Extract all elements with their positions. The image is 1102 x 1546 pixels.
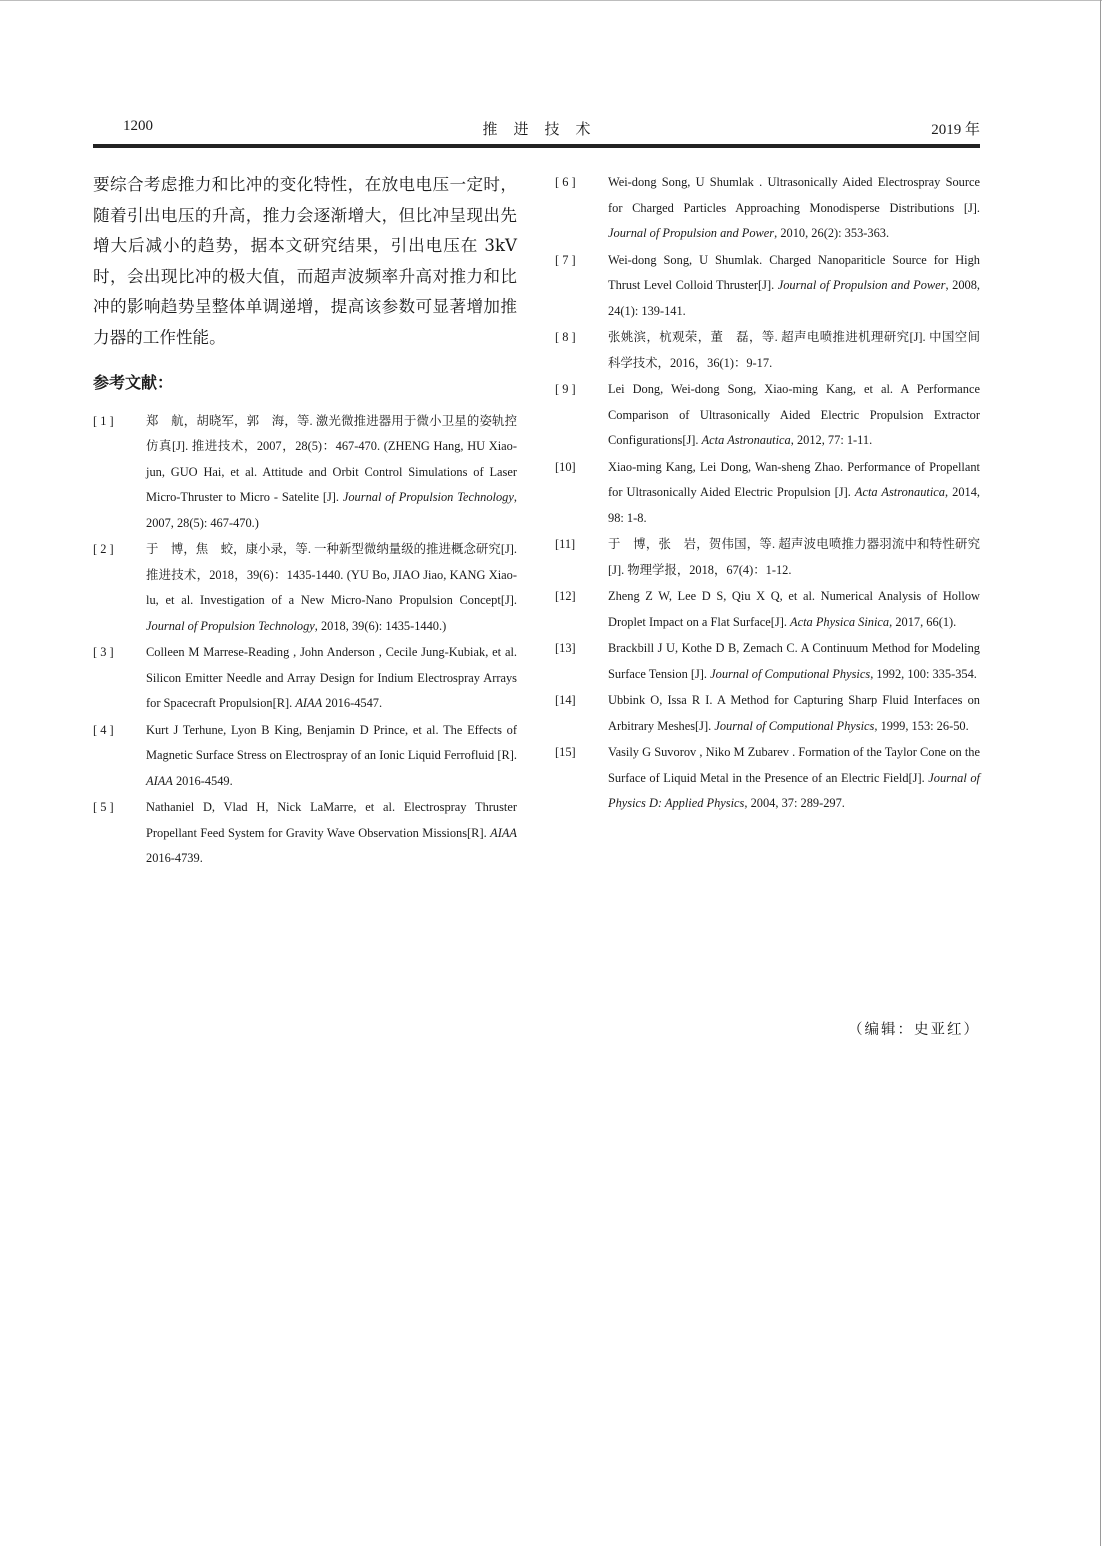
reference-item (555, 248, 980, 325)
reference-number: [10] (555, 459, 576, 474)
reference-item (555, 325, 980, 376)
reference-number: [ 3 ] (93, 645, 114, 660)
reference-source-title: Journal of Physics D: Applied Physics (608, 770, 980, 810)
reference-source-title: Acta Physica Sinica (790, 614, 890, 629)
reference-text (146, 718, 517, 795)
reference-source-title: Journal of Computional Physics (714, 718, 875, 733)
reference-text-segment: , 2007, 28(5): 467-470.) (146, 490, 517, 530)
page-right-edge (1100, 0, 1101, 1546)
reference-item (93, 409, 517, 537)
publication-year: 2019 年 (931, 122, 980, 138)
reference-text (608, 248, 980, 325)
reference-item (93, 640, 517, 717)
conclusion-paragraph: 要综合考虑推力和比冲的变化特性，在放电电压一定时，随着引出电压的升高，推力会逐渐增大，但比冲呈现出先增大后减小的趋势，据本文研究结果，引出电压在 3kV 时，会出现比冲的极大值，而超声波频率升高对推力和比冲的影响趋势呈整体单调递增，提高该参数可显著增加推力器的工作性能。 (93, 175, 517, 347)
reference-item (93, 537, 517, 639)
reference-list-left (93, 409, 517, 872)
reference-source-title: Journal of Propulsion Technology (342, 490, 514, 505)
left-column (93, 170, 517, 873)
reference-number: [12] (555, 589, 576, 603)
running-header (93, 118, 980, 140)
reference-number: [ 7 ] (555, 252, 576, 267)
reference-text (608, 455, 980, 532)
reference-text-segment: Vasily G Suvorov , Niko M Zubarev . Formation of the Taylor Cone on the Surface of Liquid Metal in the Presence of an Electric Field[J]. (608, 745, 980, 785)
reference-text-segment: , 1992, 100: 335-354. (870, 666, 977, 681)
reference-number: [ 4 ] (93, 722, 114, 737)
reference-item (555, 532, 980, 583)
reference-text-segment: Brackbill J U, Kothe D B, Zemach C. A Continuum Method for Modeling Surface Tension [J]. (608, 641, 980, 681)
reference-source-title: Acta Astronautica (854, 485, 945, 499)
reference-text-segment: Zheng Z W, Lee D S, Qiu X Q, et al. Numerical Analysis of Hollow Droplet Impact on a Flat Surface[J]. (608, 589, 980, 629)
reference-text-segment: , 2018, 39(6): 1435-1440.) (314, 618, 447, 633)
reference-text (608, 377, 980, 454)
reference-number: [13] (555, 641, 576, 655)
reference-text-segment: 2016-4739. (146, 851, 203, 866)
reference-number: [ 1 ] (93, 413, 114, 428)
reference-text (608, 532, 980, 583)
editor-note: （编辑：史亚红） (848, 1022, 980, 1038)
reference-text-segment: 郑 航，胡晓军，郭 海，等. 激光微推进器用于微小卫星的姿轨控仿真[J]. 推进技术，2007，28(5)：467-470. (ZHENG Hang, HU Xiao-jun, GUO Hai, et al. Attitude and Orbit Control Simulations of Laser Micro-Thruster to Micro - Satelite [J]. (146, 413, 517, 505)
reference-source-title: Acta Astronautica (701, 433, 791, 447)
reference-source-title: AIAA (490, 825, 517, 840)
reference-item (555, 688, 980, 739)
reference-number: [11] (555, 537, 576, 551)
reference-number: [ 2 ] (93, 542, 114, 557)
reference-text (608, 740, 980, 817)
reference-text-segment: Lei Dong, Wei-dong Song, Xiao-ming Kang, et al. A Performance Comparison of Ultrasonically Aided Electric Propulsion Extractor Configurations[J]. (608, 382, 980, 447)
reference-number: [ 6 ] (555, 175, 576, 189)
reference-source-title: Journal of Propulsion and Power (777, 278, 946, 292)
references-heading: 参考文献： (93, 372, 174, 392)
reference-text (146, 409, 517, 537)
reference-item (555, 740, 980, 817)
reference-number: [ 9 ] (555, 382, 576, 396)
reference-text (608, 325, 980, 376)
page-top-edge (0, 0, 1102, 1)
reference-item (93, 718, 517, 795)
reference-source-title: Journal of Computional Physics (710, 666, 871, 681)
reference-text-segment: Nathaniel D, Vlad H, Nick LaMarre, et al. Electrospray Thruster Propellant Feed System for Gravity Wave Observation Missions[R]. (146, 800, 517, 840)
reference-number: [15] (555, 745, 576, 759)
journal-name: 推进技术 (482, 122, 607, 138)
reference-number: [ 8 ] (555, 330, 576, 344)
reference-source-title: Journal of Propulsion and Power (608, 226, 775, 240)
reference-item (93, 795, 517, 872)
reference-source-title: AIAA (146, 773, 173, 788)
page-number: 1200 (123, 118, 153, 134)
reference-text-segment: 于 博，张 岩，贺伟国，等. 超声波电喷推力器羽流中和特性研究[J]. 物理学报，2018，67(4)：1-12. (608, 537, 980, 577)
reference-text (146, 640, 517, 717)
reference-text-segment: Xiao-ming Kang, Lei Dong, Wan-sheng Zhao. Performance of Propellant for Ultrasonically Aided Electric Propulsion [J]. (608, 459, 980, 499)
reference-source-title: Journal of Propulsion Technology (146, 618, 315, 633)
reference-text-segment: , 2012, 77: 1-11. (790, 433, 873, 447)
reference-text (608, 170, 980, 247)
reference-text-segment: 2016-4549. (172, 773, 233, 788)
reference-text (608, 688, 980, 739)
reference-text-segment: , 2014, 98: 1-8. (608, 485, 981, 525)
reference-text-segment: , 2010, 26(2): 353-363. (774, 226, 890, 240)
reference-item (555, 377, 980, 454)
reference-text-segment: Wei-dong Song, U Shumlak . Ultrasonically Aided Electrospray Source for Charged Particles Approaching Monodisperse Distributions [J]. (608, 175, 980, 215)
reference-text-segment: Wei-dong Song, U Shumlak. Charged Nanopariticle Source for High Thrust Level Colloid Thruster[J]. (608, 252, 980, 292)
reference-text-segment: 于 博，焦 蛟，康小录，等. 一种新型微纳量级的推进概念研究[J]. 推进技术，2018，39(6)：1435-1440. (YU Bo, JIAO Jiao, KANG Xiao-lu, et al. Investigation of a New Micro-Nano Propulsion Concept[J]. (146, 542, 517, 608)
reference-text-segment: , 2017, 66(1). (889, 614, 957, 629)
reference-text-segment: 2016-4547. (322, 696, 383, 711)
reference-text-segment: , 2004, 37: 289-297. (744, 796, 845, 810)
reference-number: [ 5 ] (93, 800, 114, 815)
reference-text-segment: Kurt J Terhune, Lyon B King, Benjamin D Prince, et al. The Effects of Magnetic Surface Stress on Electrospray of an Ionic Liquid Ferrofluid [R]. (146, 722, 517, 763)
right-column (555, 170, 980, 818)
reference-text-segment: Colleen M Marrese-Reading , John Anderson , Cecile Jung-Kubiak, et al. Silicon Emitter Needle and Array Design for Indium Electrospray Arrays for Spacecraft Propulsion[R]. (146, 645, 517, 711)
reference-text (608, 636, 980, 687)
reference-list-right (555, 170, 980, 817)
reference-item (555, 455, 980, 532)
reference-item (555, 584, 980, 635)
reference-text-segment: , 1999, 153: 26-50. (874, 718, 969, 733)
reference-text (146, 537, 517, 639)
reference-text-segment: Ubbink O, Issa R I. A Method for Capturing Sharp Fluid Interfaces on Arbitrary Meshes[J]. (608, 693, 980, 733)
reference-text-segment: , 2008, 24(1): 139-141. (608, 278, 981, 318)
reference-text-segment: 张姚滨，杭观荣，董 磊，等. 超声电喷推进机理研究[J]. 中国空间科学技术，2016，36(1)：9-17. (608, 330, 980, 370)
reference-text (608, 584, 980, 635)
reference-text (146, 795, 517, 872)
reference-number: [14] (555, 693, 576, 707)
reference-source-title: AIAA (295, 696, 323, 711)
reference-item (555, 170, 980, 247)
reference-item (555, 636, 980, 687)
header-rule (93, 144, 980, 148)
